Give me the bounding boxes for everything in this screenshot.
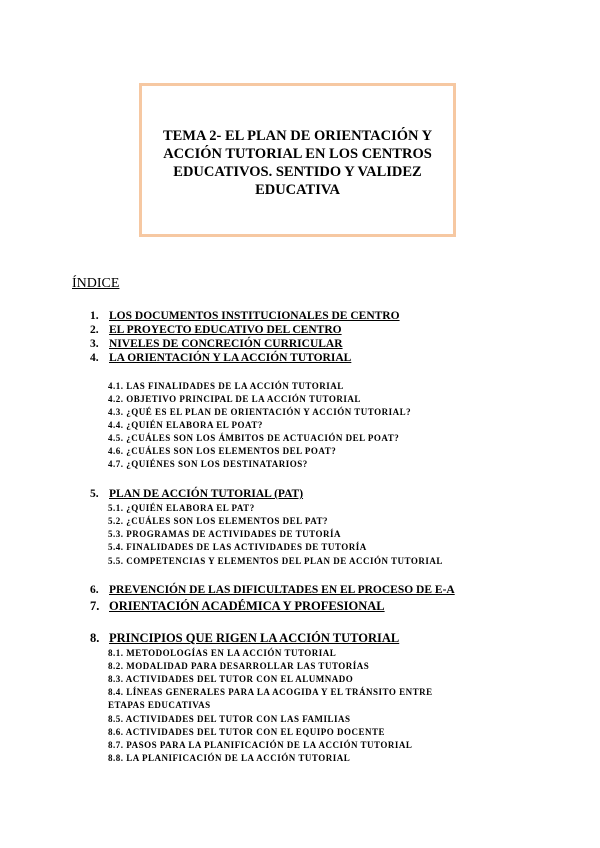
toc-subsection-8-6[interactable]: 8.6. ACTIVIDADES DEL TUTOR CON EL EQUIPO DOCENTE [108,727,385,737]
toc-subsection-5-1[interactable]: 5.1. ¿QUIÉN ELABORA EL PAT? [108,503,255,513]
index-heading: ÍNDICE [72,276,120,291]
toc-subsection-4-3[interactable]: 4.3. ¿QUÉ ES EL PLAN DE ORIENTACIÓN Y ACCIÓN TUTORIAL? [108,407,412,417]
toc-subsection-8-1[interactable]: 8.1. METODOLOGÍAS EN LA ACCIÓN TUTORIAL [108,648,337,658]
toc-subsection-8-3[interactable]: 8.3. ACTIVIDADES DEL TUTOR CON EL ALUMNADO [108,674,354,684]
toc-subsection-8-8[interactable]: 8.8. LA PLANIFICACIÓN DE LA ACCIÓN TUTORIAL [108,753,351,763]
toc-subsection-4-5[interactable]: 4.5. ¿CUÁLES SON LOS ÁMBITOS DE ACTUACIÓN DEL POAT? [108,433,400,443]
toc-subsection-4-6[interactable]: 4.6. ¿CUÁLES SON LOS ELEMENTOS DEL POAT? [108,446,337,456]
toc-subsection-8-7[interactable]: 8.7. PASOS PARA LA PLANIFICACIÓN DE LA ACCIÓN TUTORIAL [108,740,413,750]
toc-subsection-4-1[interactable]: 4.1. LAS FINALIDADES DE LA ACCIÓN TUTORIAL [108,381,344,391]
toc-subsection-4-4[interactable]: 4.4. ¿QUIÉN ELABORA EL POAT? [108,420,263,430]
toc-subsection-5-5[interactable]: 5.5. COMPETENCIAS Y ELEMENTOS DEL PLAN DE ACCIÓN TUTORIAL [108,556,443,566]
document-title: TEMA 2- EL PLAN DE ORIENTACIÓN Y ACCIÓN TUTORIAL EN LOS CENTROS EDUCATIVOS. SENTIDO Y VALIDEZ EDUCATIVA [162,128,433,198]
toc-subsection-5-4[interactable]: 5.4. FINALIDADES DE LAS ACTIVIDADES DE TUTORÍA [108,542,367,552]
toc-subsection-8-4[interactable]: 8.4. LÍNEAS GENERALES PARA LA ACOGIDA Y EL TRÁNSITO ENTRE [108,687,433,697]
toc-subsection-5-2[interactable]: 5.2. ¿CUÁLES SON LOS ELEMENTOS DEL PAT? [108,516,329,526]
title-box [139,83,456,237]
toc-subsection-4-7[interactable]: 4.7. ¿QUIÉNES SON LOS DESTINATARIOS? [108,459,308,469]
toc-subsection-8-5[interactable]: 8.5. ACTIVIDADES DEL TUTOR CON LAS FAMILIAS [108,714,351,724]
toc-subsection-8-2[interactable]: 8.2. MODALIDAD PARA DESARROLLAR LAS TUTORÍAS [108,661,370,671]
toc-subsection-5-3[interactable]: 5.3. PROGRAMAS DE ACTIVIDADES DE TUTORÍA [108,529,341,539]
toc-subsection-4-2[interactable]: 4.2. OBJETIVO PRINCIPAL DE LA ACCIÓN TUTORIAL [108,394,361,404]
toc-subsection-8-4-continued[interactable]: ETAPAS EDUCATIVAS [108,700,211,710]
